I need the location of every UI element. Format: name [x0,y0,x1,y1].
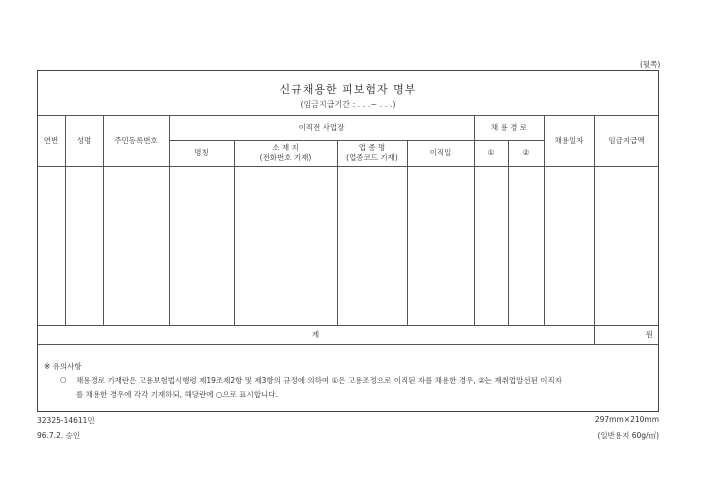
notes-line-1: 채용경로 기재란은 고용보험법시행령 제19조제2항 및 제3항의 규정에 의하여 ①은 고용조정으로 이직된 자를 채용한 경우, ②는 재취업알선된 이직자 [76,376,563,385]
paper-size: 297mm×210mm [594,415,659,424]
header-prev-workplace: 이직전 사업장 [298,122,345,132]
header-workplace-name: 명칭 [194,148,209,157]
header-address-line1: 소 재 지 [272,143,299,152]
header-leave-date: 이직일 [429,148,452,157]
side-label: (뒷쪽) [640,60,661,69]
header-resident-no: 주민등록번호 [114,135,158,145]
header-route-2: ② [522,148,530,157]
notes-heading: ※ 유의사항 [44,362,82,371]
col-divider [508,140,509,325]
form-code: 32325-14611민 [37,416,95,425]
total-unit-text: 원 [645,329,653,339]
total-label: 계 [311,329,320,339]
approval-date: 96.7.2. 승인 [37,431,81,440]
header-name: 성명 [76,135,92,145]
col-divider [407,140,408,325]
col-divider [337,140,338,325]
header-industry-line2: (업종코드 기재) [346,153,398,162]
header-hire-route: 채 용 경 로 [490,122,528,132]
header-hire-date: 채용일자 [554,135,584,145]
header-wage-amount: 임금지급액 [608,135,645,145]
total-unit [594,325,659,344]
paper-type: (일반용지 60g/㎡) [597,431,659,440]
header-route-1: ① [487,148,495,157]
header-address [234,140,337,166]
header-address-line2: (전화번호 기재) [259,153,312,162]
wage-period: (임금지급기간 : . . .~ . . .) [300,100,396,109]
header-seq: 연번 [43,135,59,145]
col-divider [234,140,235,325]
header-bottom-line [37,166,659,167]
header-industry [337,140,407,166]
total-bottom-line [37,344,659,345]
form-title: 신규채용한 피보험자 명부 [279,83,417,96]
header-industry-line1: 업 종 명 [358,143,386,152]
notes-line-2: 를 채용한 경우에 각각 기재하되, 해당란에 ○으로 표시합니다. [76,390,278,399]
notes-bullet: ○ [60,375,67,384]
